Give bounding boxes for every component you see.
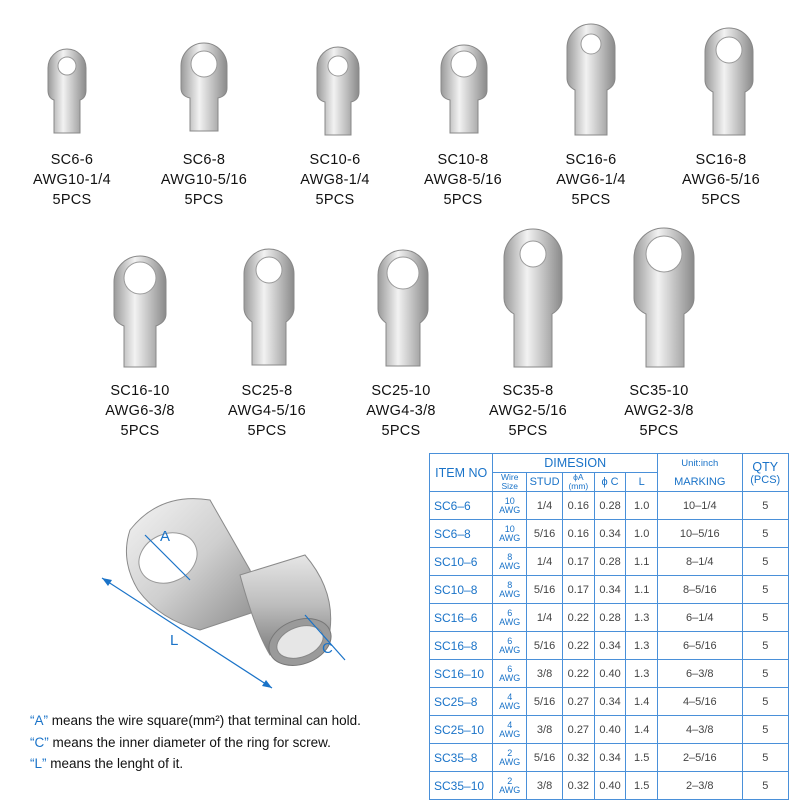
- item-code: SC10-6: [309, 152, 361, 168]
- cell-l: 1.0: [626, 520, 658, 548]
- item-awg: AWG10-1/4: [33, 172, 111, 188]
- note-l: [30, 753, 361, 775]
- item-awg: AWG10-5/16: [160, 172, 248, 188]
- item-awg: AWG6-5/16: [682, 172, 760, 188]
- wire-unit: AWG: [499, 504, 521, 515]
- cell-marking: 10–5/16: [658, 520, 742, 548]
- dimension-label-l: L: [170, 632, 179, 649]
- item-qty: 5PCS: [443, 192, 483, 208]
- cell-marking: 10–1/4: [658, 492, 742, 520]
- cell-marking: 2–5/16: [658, 744, 742, 772]
- header-size: Size: [501, 481, 518, 491]
- table-row: [430, 632, 789, 660]
- wire-unit: AWG: [499, 672, 521, 683]
- cell-marking: 8–1/4: [658, 548, 742, 576]
- cell-stud: 5/16: [527, 576, 563, 604]
- cell-item-no: SC35–8: [430, 744, 493, 772]
- cell-qty: 5: [742, 632, 789, 660]
- cell-l: 1.3: [626, 604, 658, 632]
- item-qty: 5PCS: [701, 192, 741, 208]
- cell-item-no: SC6–8: [430, 520, 493, 548]
- wire-gauge: 8: [507, 551, 513, 562]
- item-qty: 5PCS: [508, 423, 548, 439]
- note-text: means the lenght of it.: [46, 756, 184, 771]
- cell-c: 0.34: [594, 688, 626, 716]
- item-code: SC25-10: [371, 383, 431, 399]
- cell-l: 1.3: [626, 660, 658, 688]
- wire-unit: AWG: [499, 784, 521, 795]
- cell-qty: 5: [742, 492, 789, 520]
- cell-c: 0.28: [594, 604, 626, 632]
- item-code: SC6-8: [182, 152, 226, 168]
- cell-l: 1.1: [626, 576, 658, 604]
- cell-l: 1.5: [626, 744, 658, 772]
- cell-c: 0.34: [594, 632, 626, 660]
- wire-unit: AWG: [499, 588, 521, 599]
- cell-stud: 3/8: [527, 716, 563, 744]
- cell-marking: 2–3/8: [658, 772, 742, 800]
- dimension-notes: [30, 710, 361, 775]
- cell-wire-size: [493, 492, 527, 520]
- cell-wire-size: [493, 688, 527, 716]
- dimension-diagram: [90, 480, 390, 700]
- cell-a: 0.22: [563, 604, 595, 632]
- item-qty: 5PCS: [315, 192, 355, 208]
- cell-qty: 5: [742, 688, 789, 716]
- table-row: [430, 688, 789, 716]
- cell-marking: 6–1/4: [658, 604, 742, 632]
- item-qty: 5PCS: [247, 423, 287, 439]
- table-row: [430, 520, 789, 548]
- cell-l: 1.5: [626, 772, 658, 800]
- cell-item-no: SC16–6: [430, 604, 493, 632]
- cell-a: 0.22: [563, 632, 595, 660]
- item-code: SC6-6: [50, 152, 94, 168]
- caption-sc6-8: [129, 150, 279, 210]
- caption-sc25-8: [192, 381, 342, 441]
- cell-wire-size: [493, 744, 527, 772]
- table-row: [430, 744, 789, 772]
- cell-c: 0.34: [594, 576, 626, 604]
- wire-gauge: 10: [504, 523, 515, 534]
- cell-qty: 5: [742, 744, 789, 772]
- header-a-label: ϕA: [573, 472, 584, 482]
- table-row: [430, 492, 789, 520]
- caption-sc16-8: [646, 150, 796, 210]
- item-awg: AWG4-3/8: [366, 403, 436, 419]
- wire-unit: AWG: [499, 616, 521, 627]
- note-key: “L”: [30, 756, 47, 771]
- cell-wire-size: [493, 548, 527, 576]
- dimension-label-a: A: [160, 528, 171, 545]
- item-awg: AWG4-5/16: [228, 403, 306, 419]
- item-qty: 5PCS: [120, 423, 160, 439]
- cell-c: 0.28: [594, 492, 626, 520]
- cell-wire-size: [493, 632, 527, 660]
- cell-c: 0.40: [594, 716, 626, 744]
- cell-stud: 1/4: [527, 604, 563, 632]
- cell-stud: 5/16: [527, 632, 563, 660]
- item-code: SC10-8: [437, 152, 489, 168]
- item-qty: 5PCS: [571, 192, 611, 208]
- wire-gauge: 10: [504, 495, 515, 506]
- header-wire: Wire: [500, 472, 519, 482]
- caption-sc35-8: [453, 381, 603, 441]
- header-c: ϕ C: [594, 473, 626, 492]
- cell-qty: 5: [742, 604, 789, 632]
- wire-unit: AWG: [499, 644, 521, 655]
- cell-qty: 5: [742, 772, 789, 800]
- header-item-no: ITEM NO: [430, 454, 493, 492]
- item-qty: 5PCS: [381, 423, 421, 439]
- item-code: SC16-6: [565, 152, 617, 168]
- cell-item-no: SC10–8: [430, 576, 493, 604]
- item-awg: AWG2-3/8: [624, 403, 694, 419]
- header-a-unit: (mm): [568, 481, 589, 491]
- cell-item-no: SC16–8: [430, 632, 493, 660]
- cell-marking: 8–5/16: [658, 576, 742, 604]
- wire-gauge: 2: [507, 747, 513, 758]
- wire-unit: AWG: [499, 700, 521, 711]
- cell-l: 1.1: [626, 548, 658, 576]
- caption-sc16-6: [516, 150, 666, 210]
- cell-c: 0.40: [594, 772, 626, 800]
- item-awg: AWG2-5/16: [489, 403, 567, 419]
- cell-stud: 1/4: [527, 548, 563, 576]
- cell-marking: 6–5/16: [658, 632, 742, 660]
- cell-a: 0.17: [563, 548, 595, 576]
- note-text: means the inner diameter of the ring for screw.: [48, 734, 331, 750]
- header-qty: [742, 454, 789, 492]
- caption-sc35-10: [584, 381, 734, 441]
- item-code: SC16-10: [110, 383, 170, 399]
- header-dimension: DIMESION: [493, 454, 658, 473]
- cell-a: 0.17: [563, 576, 595, 604]
- note-a: [30, 710, 361, 732]
- cell-item-no: SC16–10: [430, 660, 493, 688]
- item-qty: 5PCS: [639, 423, 679, 439]
- cell-item-no: SC25–8: [430, 688, 493, 716]
- cell-c: 0.28: [594, 548, 626, 576]
- spec-table: [429, 453, 789, 800]
- cell-stud: 1/4: [527, 492, 563, 520]
- table-row: [430, 548, 789, 576]
- wire-gauge: 6: [507, 635, 513, 646]
- cell-item-no: SC35–10: [430, 772, 493, 800]
- cell-c: 0.34: [594, 744, 626, 772]
- table-row: [430, 604, 789, 632]
- item-code: SC16-8: [695, 152, 747, 168]
- cell-wire-size: [493, 716, 527, 744]
- item-qty: 5PCS: [52, 192, 92, 208]
- table-header-row: [430, 454, 789, 473]
- header-qty-label: QTY: [752, 459, 779, 474]
- cell-l: 1.3: [626, 632, 658, 660]
- item-awg: AWG8-5/16: [424, 172, 502, 188]
- cell-l: 1.4: [626, 688, 658, 716]
- cell-qty: 5: [742, 520, 789, 548]
- cell-item-no: SC25–10: [430, 716, 493, 744]
- cell-wire-size: [493, 520, 527, 548]
- item-awg: AWG8-1/4: [300, 172, 370, 188]
- item-code: SC25-8: [241, 383, 293, 399]
- wire-gauge: 4: [507, 691, 513, 702]
- cell-a: 0.22: [563, 660, 595, 688]
- table-row: [430, 716, 789, 744]
- cell-c: 0.40: [594, 660, 626, 688]
- cell-wire-size: [493, 772, 527, 800]
- note-text: means the wire square(mm²) that terminal can hold.: [48, 713, 361, 728]
- table-row: [430, 576, 789, 604]
- wire-unit: AWG: [499, 532, 521, 543]
- cell-l: 1.4: [626, 716, 658, 744]
- cell-a: 0.27: [563, 716, 595, 744]
- cell-qty: 5: [742, 660, 789, 688]
- caption-sc6-6: [0, 150, 147, 210]
- table-row: [430, 660, 789, 688]
- note-c: [30, 732, 361, 754]
- wire-gauge: 6: [507, 663, 513, 674]
- item-awg: AWG6-3/8: [105, 403, 175, 419]
- header-wire-size: [493, 473, 527, 492]
- cell-l: 1.0: [626, 492, 658, 520]
- cell-wire-size: [493, 576, 527, 604]
- cell-qty: 5: [742, 548, 789, 576]
- cell-stud: 3/8: [527, 660, 563, 688]
- table-row: [430, 772, 789, 800]
- header-a: [563, 473, 595, 492]
- table-body: [430, 492, 789, 800]
- wire-gauge: 8: [507, 579, 513, 590]
- cell-a: 0.32: [563, 744, 595, 772]
- cell-qty: 5: [742, 576, 789, 604]
- header-qty-unit: (PCS): [750, 473, 781, 486]
- cell-marking: 6–3/8: [658, 660, 742, 688]
- wire-unit: AWG: [499, 756, 521, 767]
- cell-a: 0.27: [563, 688, 595, 716]
- header-l: L: [626, 473, 658, 492]
- item-awg: AWG6-1/4: [556, 172, 626, 188]
- wire-gauge: 2: [507, 775, 513, 786]
- cell-qty: 5: [742, 716, 789, 744]
- header-stud: STUD: [527, 473, 563, 492]
- cell-marking: 4–5/16: [658, 688, 742, 716]
- cell-a: 0.16: [563, 520, 595, 548]
- item-code: SC35-10: [629, 383, 689, 399]
- header-marking: MARKING: [658, 473, 742, 492]
- dimension-label-c: C: [322, 640, 333, 657]
- cell-stud: 5/16: [527, 744, 563, 772]
- cell-stud: 5/16: [527, 520, 563, 548]
- cell-a: 0.32: [563, 772, 595, 800]
- wire-unit: AWG: [499, 728, 521, 739]
- cell-wire-size: [493, 660, 527, 688]
- wire-gauge: 4: [507, 719, 513, 730]
- cell-marking: 4–3/8: [658, 716, 742, 744]
- note-key: “A”: [30, 713, 48, 728]
- wire-unit: AWG: [499, 560, 521, 571]
- header-unit: Unit:inch: [658, 454, 742, 473]
- cell-a: 0.16: [563, 492, 595, 520]
- item-code: SC35-8: [502, 383, 554, 399]
- cell-c: 0.34: [594, 520, 626, 548]
- note-key: “C”: [30, 734, 49, 750]
- cell-item-no: SC10–6: [430, 548, 493, 576]
- item-qty: 5PCS: [184, 192, 224, 208]
- wire-gauge: 6: [507, 607, 513, 618]
- cell-stud: 5/16: [527, 688, 563, 716]
- cell-item-no: SC6–6: [430, 492, 493, 520]
- cell-stud: 3/8: [527, 772, 563, 800]
- cell-wire-size: [493, 604, 527, 632]
